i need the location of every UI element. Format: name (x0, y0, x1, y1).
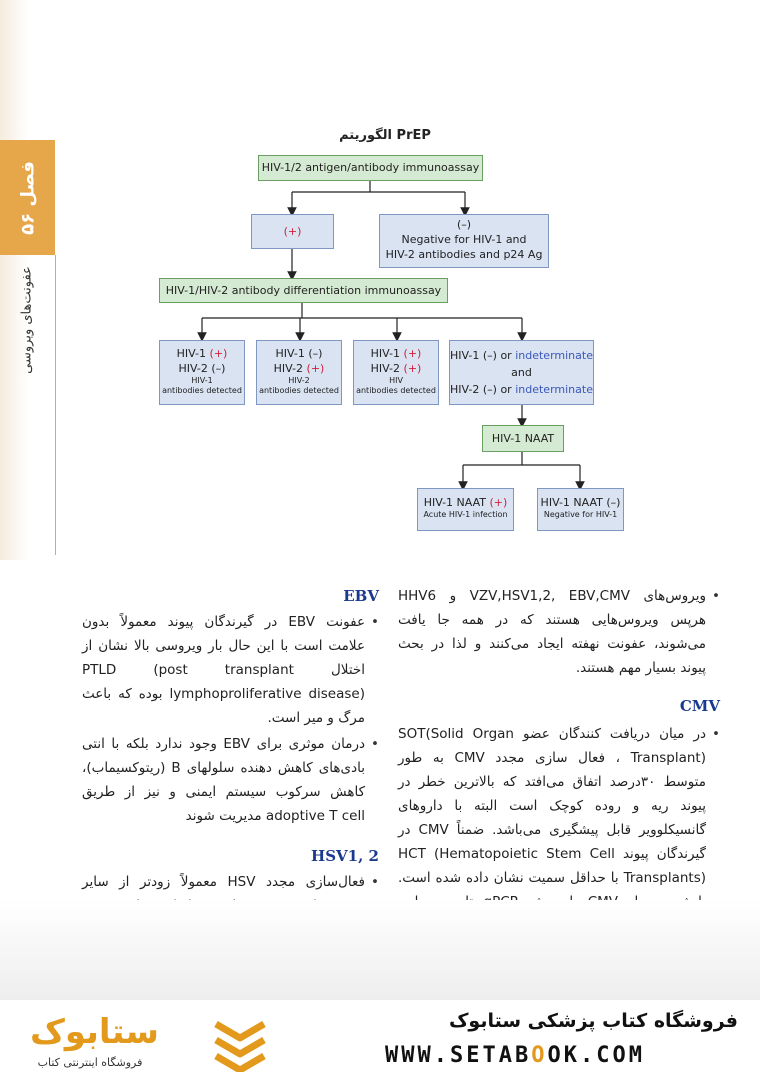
setabook-logo (30, 1012, 200, 1074)
naat-caption: Acute HIV-1 infection (423, 510, 508, 519)
naat-sign: (–) (606, 496, 621, 509)
herpes-intro-item: • ویروس‌های VZV,HSV1,2, EBV,CMV و HHV6 هرپس ویروس‌هایی هستند که در همه جا یافت می‌شوند، عفونت نهفته ایجاد می‌کنند و لذا در بحث پیوند بسیار مهم هستند. (398, 584, 706, 680)
box-differentiation-immunoassay: HIV-1/HIV-2 antibody differentiation immunoassay (159, 278, 448, 303)
result-caption: antibodies detected (259, 386, 339, 395)
result-sign: (+) (403, 362, 422, 375)
shop-name: فروشگاه کتاب پزشکی ستابوک (448, 1010, 738, 1032)
chevron-logo-icon (210, 1016, 270, 1072)
result-label: HIV-1 (275, 347, 305, 360)
negative-sign: (–) (456, 218, 472, 231)
result-label: HIV-2 (178, 362, 208, 375)
result-label: HIV-2 (273, 362, 304, 375)
result-label: HIV-2 (370, 362, 401, 375)
flowchart-title: الگوریتم PrEP (339, 128, 431, 143)
url-accent: O (531, 1043, 548, 1068)
result-caption: antibodies detected (162, 386, 242, 395)
result-sign: (–) (308, 347, 323, 360)
result-caption: HIV-2 (288, 376, 310, 385)
result-sign: (+) (209, 347, 228, 360)
box-antigen-antibody-immunoassay: HIV-1/2 antigen/antibody immunoassay (258, 155, 483, 181)
shop-url[interactable] (385, 1043, 645, 1068)
negative-line-1: Negative for HIV-1 and (401, 233, 527, 246)
naat-label: HIV-1 NAAT (423, 496, 490, 509)
hsv-item-1: • فعال‌سازی مجدد HSV معمولاً زودتر از سایر (82, 870, 365, 918)
result-caption: HIV-1 (191, 376, 213, 385)
cmv-item: • در میان دریافت کنندگان عضو SOT(Solid Organ Transplant) ، فعال سازی مجدد CMV به طور متوسط ۳۰درصد اتفاق می‌افتد که بالاترین خطر در پیوند ریه و روده کوچک است البته با داروهای گانسیکلوویر قابل پیشگیری می‌باشد. ضمناً CMV در گیرندگان پیوند HCT (Hematopoietic Stem Cell Transplants) با حداقل سمیت نشان داده شده است. (398, 722, 706, 962)
logo-wordmark: ستابوک (30, 1012, 159, 1052)
url-part: OK.COM (547, 1043, 645, 1068)
naat-caption: Negative for HIV-1 (543, 510, 618, 519)
url-part: WWW.SETAB (385, 1043, 532, 1068)
logo-tagline: فروشگاه اینترنتی کتاب (37, 1056, 143, 1069)
indeterminate-label: indeterminate (515, 349, 593, 362)
result-caption: HIV (389, 376, 403, 385)
result-label: HIV-2 (–) or (450, 383, 516, 396)
indeterminate-label: indeterminate (515, 383, 593, 396)
chapter-label: فصل ۵۶ (17, 160, 38, 235)
result-label: HIV-1 (176, 347, 207, 360)
result-connector: and (511, 366, 532, 379)
cmv-heading: CMV (679, 697, 720, 715)
result-label: HIV-1 (370, 347, 401, 360)
result-hiv1-positive (159, 340, 245, 405)
positive-sign: (+) (283, 225, 302, 238)
box-hiv1-naat: HIV-1 NAAT (482, 425, 564, 452)
result-indeterminate (449, 340, 594, 405)
result-caption: antibodies detected (356, 386, 436, 395)
page-fade (0, 900, 760, 1000)
negative-line-2: HIV-2 antibodies and p24 Ag (385, 248, 543, 261)
ebv-item-1: • عفونت EBV در گیرندگان پیوند معمولاً بدون علامت است با این حال بار ویروسی بالا نشان از اختلال PTLD (post transplant lymphoproliferative disease) بوده که باعث مرگ و میر است. (82, 610, 365, 730)
ebv-heading: EBV (343, 587, 379, 605)
naat-label: HIV-1 NAAT (540, 496, 607, 509)
result-label: HIV-1 (–) or (450, 349, 516, 362)
hsv-heading: HSV1, 2 (311, 847, 379, 865)
ebv-item-2: • درمان موثری برای EBV وجود ندارد بلکه با انتی بادی‌های کاهش دهنده سلولهای B (ریتوکسیماب)، کاهش سرکوب سیستم ایمنی و نیز از طریق adoptive T cell مدیریت شوند (82, 732, 365, 828)
result-hiv2-positive (256, 340, 342, 405)
result-hiv-both-positive (353, 340, 439, 405)
box-negative (379, 214, 549, 268)
naat-positive (417, 488, 514, 531)
naat-negative (537, 488, 624, 531)
result-sign: (–) (211, 362, 226, 375)
naat-sign: (+) (489, 496, 508, 509)
box-positive (251, 214, 334, 249)
result-sign: (+) (306, 362, 325, 375)
result-sign: (+) (403, 347, 422, 360)
chapter-subtitle: عفونت‌های ویروسی (19, 266, 35, 374)
